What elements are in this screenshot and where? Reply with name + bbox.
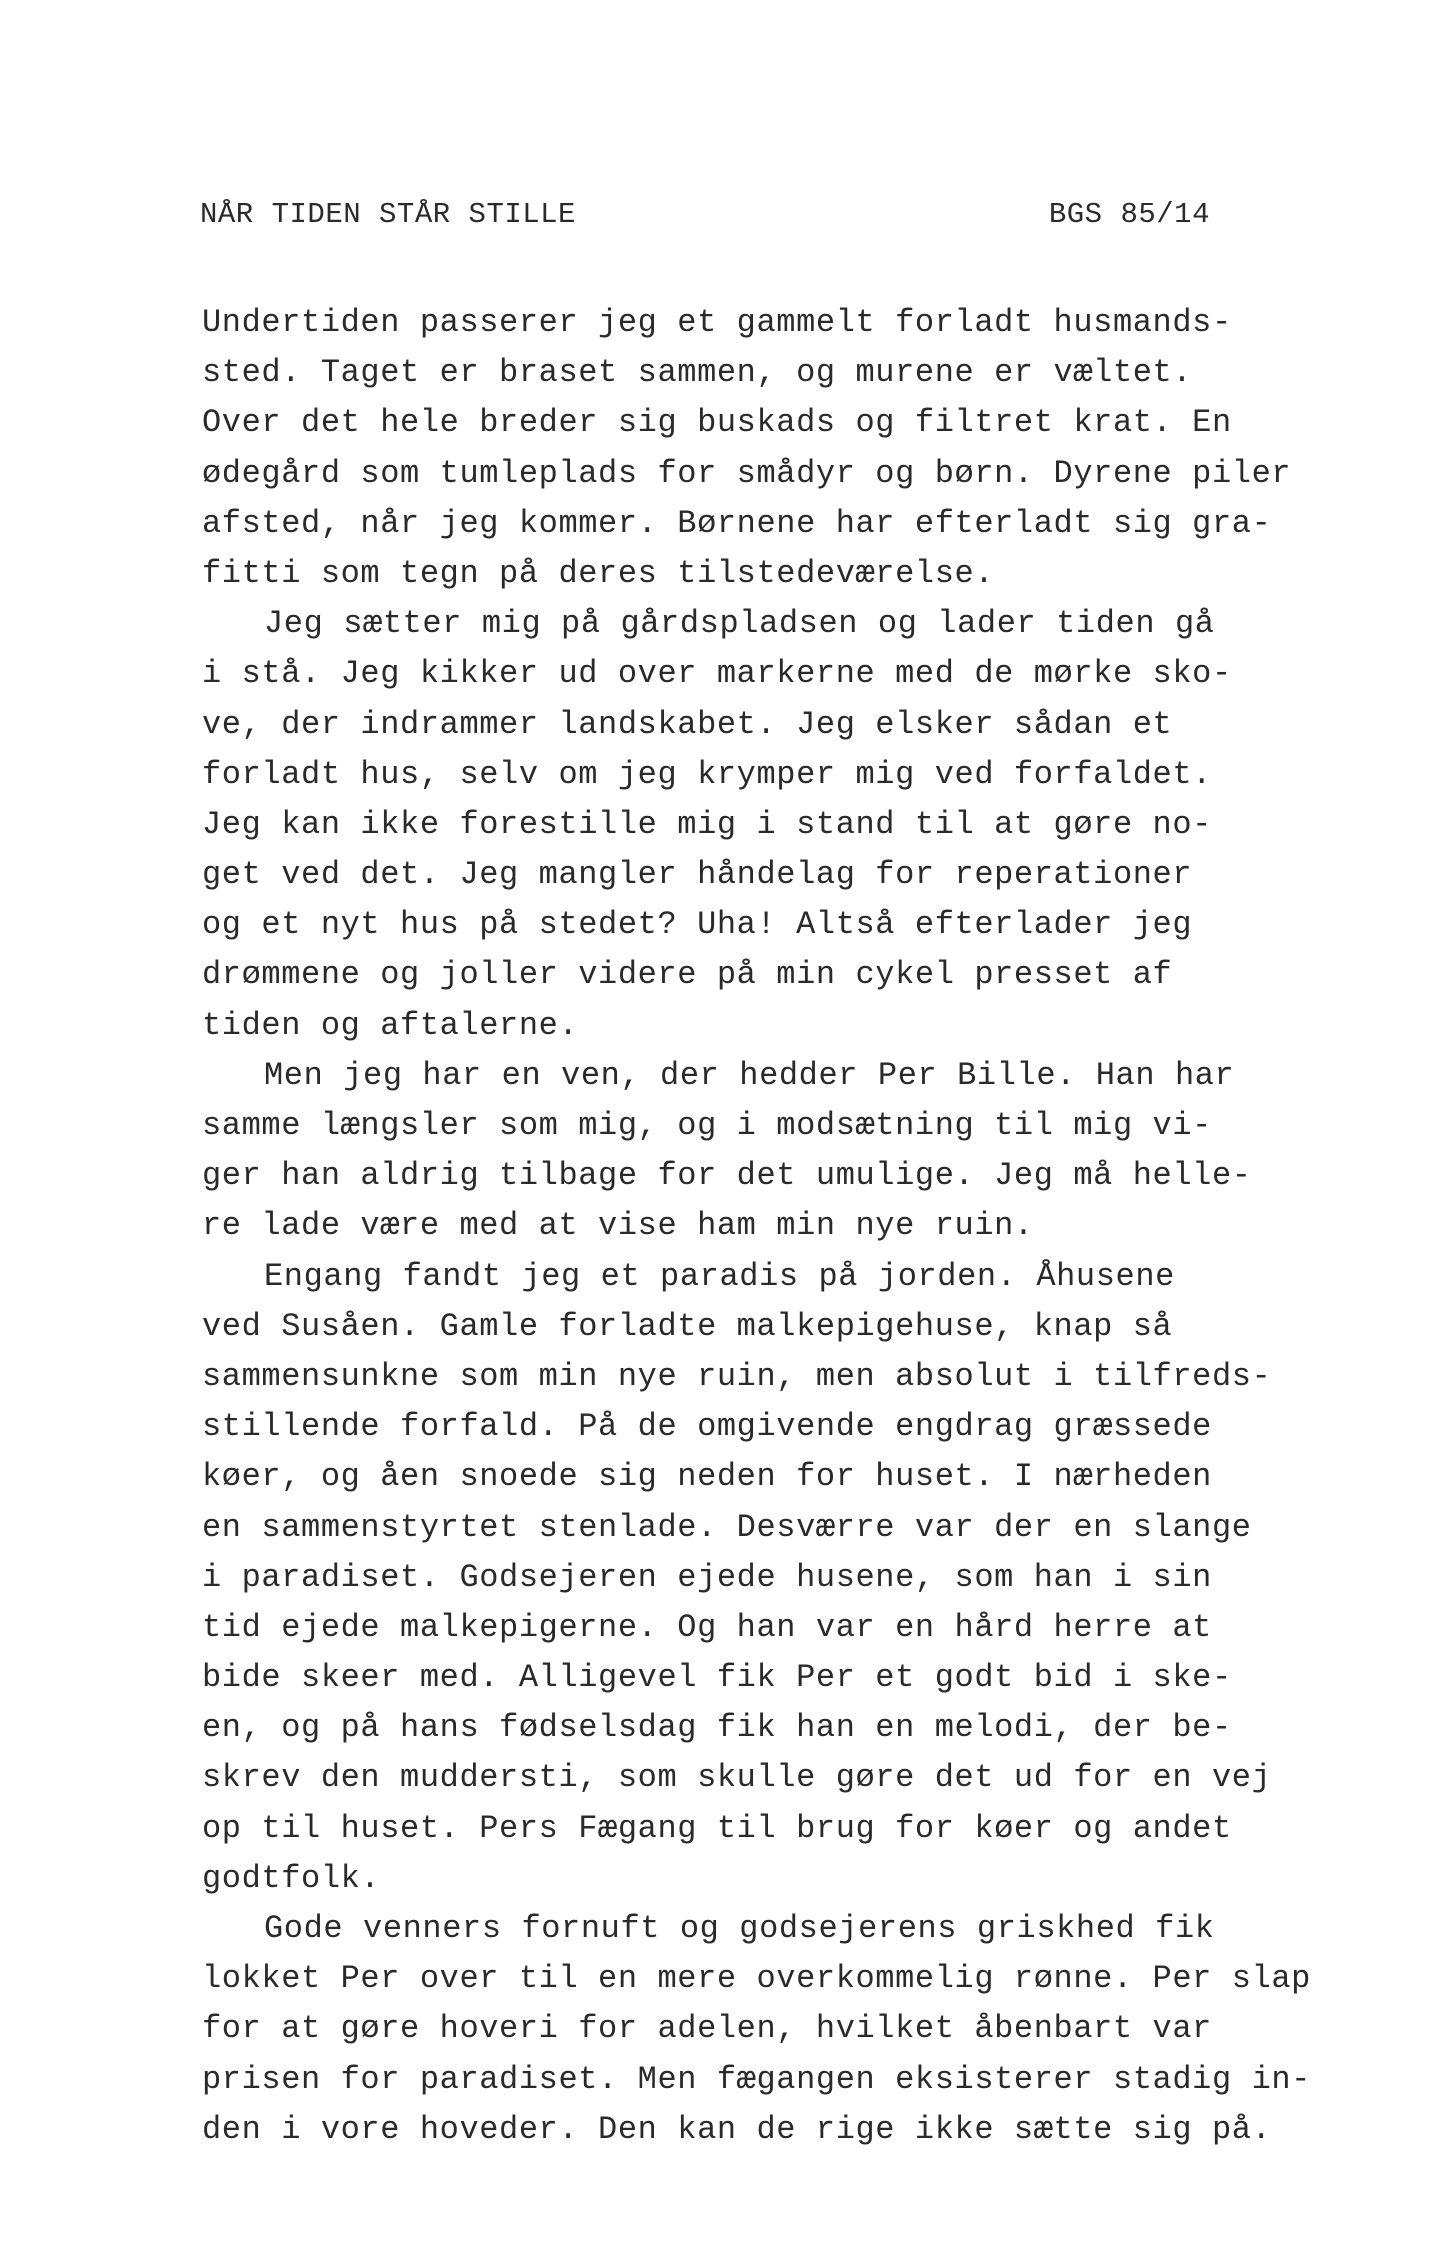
text-line: afsted, når jeg kommer. Børnene har efterladt sig gra- bbox=[202, 504, 1272, 542]
text-line: Men jeg har en ven, der hedder Per Bille. Han har bbox=[264, 1056, 1235, 1094]
text-line: i stå. Jeg kikker ud over markerne med de mørke sko- bbox=[202, 655, 1232, 693]
text-line: Jeg sætter mig på gårdspladsen og lader tiden gå bbox=[264, 605, 1215, 643]
text-line: sammensunkne som min nye ruin, men absolut i tilfreds- bbox=[202, 1357, 1272, 1395]
text-line: forladt hus, selv om jeg krymper mig ved forfaldet. bbox=[202, 755, 1212, 793]
text-line: lokket Per over til en mere overkommelig rønne. Per slap bbox=[202, 1960, 1311, 1998]
text-line: samme længsler som mig, og i modsætning til mig vi- bbox=[202, 1107, 1212, 1144]
text-line: og et nyt hus på stedet? Uha! Altså efterlader jeg bbox=[202, 906, 1193, 944]
text-line: en, og på hans fødselsdag fik han en melodi, der be- bbox=[202, 1709, 1232, 1747]
text-line: Gode venners fornuft og godsejerens griskhed fik bbox=[264, 1910, 1215, 1947]
text-line: re lade være med at vise ham min nye ruin. bbox=[202, 1207, 1034, 1245]
text-line: bide skeer med. Alligevel fik Per et godt bid i ske- bbox=[202, 1659, 1232, 1697]
text-line: get ved det. Jeg mangler håndelag for reperationer bbox=[202, 856, 1193, 894]
text-line: sted. Taget er braset sammen, og murene er væltet. bbox=[202, 354, 1193, 392]
text-line: godtfolk. bbox=[202, 1859, 381, 1897]
body-text bbox=[202, 298, 1332, 2155]
text-line: fitti som tegn på deres tilstedeværelse. bbox=[202, 554, 995, 592]
text-line: prisen for paradiset. Men fægangen eksisterer stadig in- bbox=[202, 2060, 1311, 2098]
text-line: en sammenstyrtet stenlade. Desværre var der en slange bbox=[202, 1508, 1252, 1546]
text-line: Over det hele breder sig buskads og filtret krat. En bbox=[202, 404, 1232, 442]
text-line: ve, der indrammer landskabet. Jeg elsker sådan et bbox=[202, 705, 1173, 743]
text-line: i paradiset. Godsejeren ejede husene, som han i sin bbox=[202, 1558, 1212, 1596]
text-line: op til huset. Pers Fægang til brug for køer og andet bbox=[202, 1809, 1232, 1847]
page-reference: BGS 85/14 bbox=[1048, 198, 1210, 231]
text-line: stillende forfald. På de omgivende engdrag græssede bbox=[202, 1408, 1212, 1446]
text-line: skrev den muddersti, som skulle gøre det ud for en vej bbox=[202, 1759, 1272, 1797]
text-line: ger han aldrig tilbage for det umulige. Jeg må helle- bbox=[202, 1157, 1252, 1195]
text-line: Undertiden passerer jeg et gammelt forladt husmands- bbox=[202, 304, 1232, 341]
text-line: ved Susåen. Gamle forladte malkepigehuse, knap så bbox=[202, 1307, 1173, 1345]
text-line: Jeg kan ikke forestille mig i stand til at gøre no- bbox=[202, 805, 1212, 843]
text-line: ødegård som tumleplads for smådyr og børn. Dyrene piler bbox=[202, 454, 1292, 492]
text-line: køer, og åen snoede sig neden for huset. I nærheden bbox=[202, 1458, 1212, 1496]
text-line: drømmene og joller videre på min cykel presset af bbox=[202, 956, 1173, 994]
text-line: tid ejede malkepigerne. Og han var en hård herre at bbox=[202, 1608, 1212, 1646]
text-line: Engang fandt jeg et paradis på jorden. Åhusene bbox=[264, 1257, 1175, 1295]
text-line: tiden og aftalerne. bbox=[202, 1006, 579, 1044]
page-header bbox=[200, 198, 1210, 238]
text-line: for at gøre hoveri for adelen, hvilket åbenbart var bbox=[202, 2010, 1212, 2048]
page-title: NÅR TIDEN STÅR STILLE bbox=[200, 198, 576, 231]
text-line: den i vore hoveder. Den kan de rige ikke sætte sig på. bbox=[202, 2110, 1272, 2148]
